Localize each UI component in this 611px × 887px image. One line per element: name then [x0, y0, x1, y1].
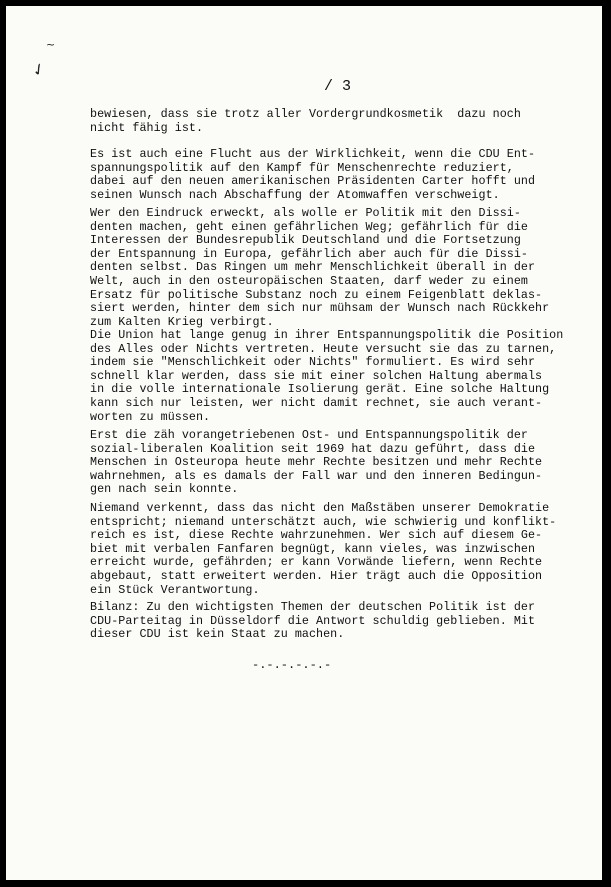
paragraph-5: Erst die zäh vorangetriebenen Ost- und Entspannungspolitik der sozial-liberalen Koalition seit 1969 hat dazu geführt, dass die Menschen in Osteuropa heute mehr Rechte besitzen und mehr Rechte wahrnehmen, als es damals der Fall war und den inneren Bedingun- gen nach sein konnte. [90, 428, 543, 497]
paragraph-1: bewiesen, dass sie trotz aller Vordergrundkosmetik dazu noch nicht fähig ist. [90, 107, 521, 135]
scan-mark-dash: ~ [46, 38, 56, 51]
paragraph-6: Niemand verkennt, dass das nicht den Maßstäben unserer Demokratie entspricht; niemand unterschätzt auch, wie schwierig und konflikt- reich es ist, diese Rechte wahrzunehmen. Wer sich auf diesem Ge- biet mit verbalen Fanfaren begnügt, kann vieles, was inzwischen erreicht wurde, gefährden; er kann Vorwände liefern, wenn Rechte abgebaut, statt erweitert werden. Hier trägt auch die Opposition ein Stück Verantwortung. [90, 501, 557, 597]
paragraph-7: Bilanz: Zu den wichtigsten Themen der deutschen Politik ist der CDU-Parteitag in Düsseldorf die Antwort schuldig geblieben. Mit dieser CDU ist kein Staat zu machen. [90, 600, 536, 642]
end-separator: -.-.-.-.-.- [252, 658, 332, 672]
paragraph-2: Es ist auch eine Flucht aus der Wirklichkeit, wenn die CDU Ent- spannungspolitik auf den Kampf für Menschenrechte reduziert, dabei auf den neuen amerikanischen Präsidenten Carter hofft und seinen Wunsch nach Abschaffung der Atomwaffen verschweigt. [90, 147, 536, 202]
page-number: / 3 [324, 78, 352, 95]
document-page [6, 6, 602, 880]
scan-mark-check: ✓ [28, 57, 50, 82]
paragraph-3: Wer den Eindruck erweckt, als wolle er Politik mit den Dissi- denten machen, geht einen gefährlichen Weg; gefährlich für die Interessen der Bundesrepublik Deutschland und die Fortsetzung der Entspannung in Europa, gefährlich aber auch für die Dissi- denten selbst. Das Ringen um mehr Menschlichkeit überall in der Welt, auch in den osteuropäischen Staaten, darf weder zu einem Ersatz für politische Substanz noch zu einem Feigenblatt deklas- siert werden, hinter dem sich nur mühsam der Wunsch nach Rückkehr zum Kalten Krieg verbirgt. [90, 206, 550, 329]
paragraph-4: Die Union hat lange genug in ihrer Entspannungspolitik die Position des Alles oder Nichts vertreten. Heute versucht sie das zu tarnen, indem sie "Menschlichkeit oder Nichts" formuliert. Es wird sehr schnell klar werden, dass sie mit einer solchen Haltung abermals in die volle internationale Isolierung gerät. Eine solche Haltung kann sich nur leisten, wer nicht damit rechnet, sie auch verant- worten zu müssen. [90, 328, 564, 424]
